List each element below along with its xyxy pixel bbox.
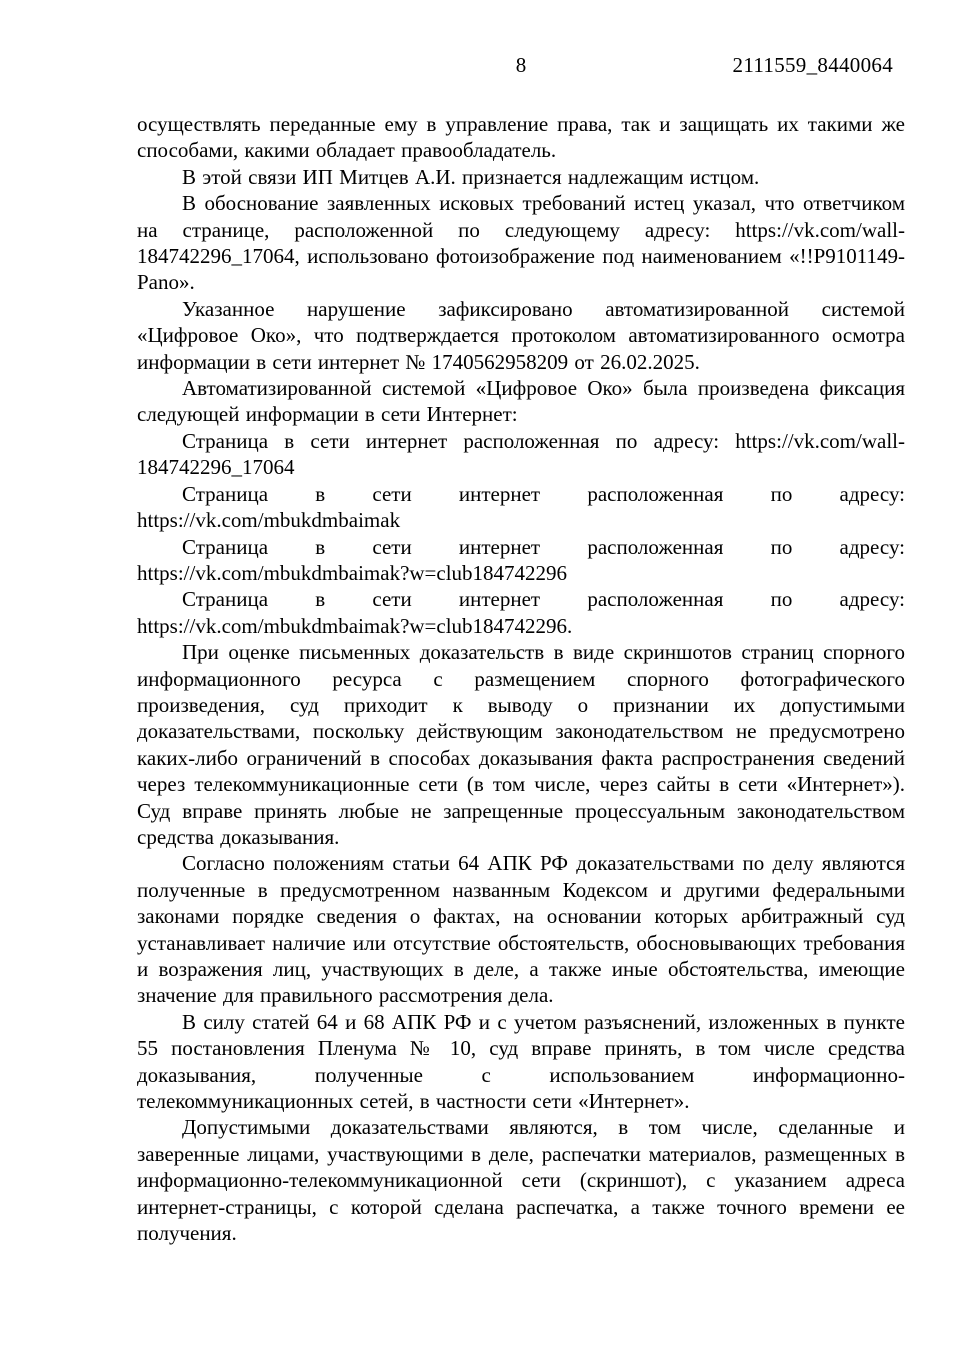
page-header	[137, 52, 905, 79]
paragraph: Автоматизированной системой «Цифровое Око» была произведена фиксация следующей информации в сети Интернет:	[137, 376, 905, 427]
paragraph: Страница в сети интернет расположенная по адресу: https://vk.com/mbukdmbaimak	[137, 481, 905, 533]
paragraph: В обоснование заявленных исковых требований истец указал, что ответчиком на странице, расположенной по следующему адресу: https://vk.com/wall-184742296_17064, использовано фотоизображение под наименованием «!!P9101149-Pano».	[137, 191, 905, 295]
paragraph: В этой связи ИП Митцев А.И. признается надлежащим истцом.	[182, 164, 760, 189]
paragraph: В силу статей 64 и 68 АПК РФ и с учетом разъяснений, изложенных в пункте 55 постановления Пленума № 10, суд вправе принять, в том числе средства доказывания, полученные с использованием информационно-телекоммуникационных сетей, в частности сети «Интернет».	[137, 1009, 905, 1114]
paragraph: Указанное нарушение зафиксировано автоматизированной системой «Цифровое Око», что подтверждается протоколом автоматизированного осмотра информации в сети интернет № 1740562958209 от 26.02.2025.	[137, 296, 905, 374]
paragraph: Страница в сети интернет расположенная по адресу: https://vk.com/mbukdmbaimak?w=club184742296.	[137, 587, 905, 638]
document-number: 2111559_8440064	[732, 53, 893, 77]
paragraph: Страница в сети интернет расположенная по адресу: https://vk.com/mbukdmbaimak?w=club184742296	[137, 534, 905, 585]
paragraph: При оценке письменных доказательств в виде скриншотов страниц спорного информационного ресурса с размещением спорного фотографического произведения, суд приходит к выводу о признании их допустимыми доказательствами, поскольку действующим законодательством не предусмотрено каких-либо ограничений в способах доказывания факта распространения сведений через телекоммуникационные сети (в том числе, через сайты в сети «Интернет»). Суд вправе принять любые не запрещенные процессуальным законодательством средства доказывания.	[137, 640, 905, 849]
document-body	[137, 111, 905, 1246]
paragraph: Страница в сети интернет расположенная по адресу: https://vk.com/wall-184742296_17064	[137, 428, 905, 480]
paragraph: осуществлять переданные ему в управление права, так и защищать их такими же способами, какими обладает правообладатель.	[137, 112, 905, 163]
paragraph: Допустимыми доказательствами являются, в том числе, сделанные и заверенные лицами, участвующими в деле, распечатки материалов, размещенных в информационно-телекоммуникационной сети (скриншот), с указанием адреса интернет-страницы, с которой сделана распечатка, а также точного времени ее получения.	[137, 1115, 905, 1246]
paragraph: Согласно положениям статьи 64 АПК РФ доказательствами по делу являются полученные в предусмотренном названным Кодексом и другими федеральными законами порядке сведения о фактах, на основании которых арбитражный суд устанавливает наличие или отсутствие обстоятельств, обосновывающих требования и возражения лиц, участвующих в деле, а также иные обстоятельства, имеющие значение для правильного рассмотрения дела.	[137, 851, 905, 1008]
page-number: 8	[515, 53, 527, 77]
